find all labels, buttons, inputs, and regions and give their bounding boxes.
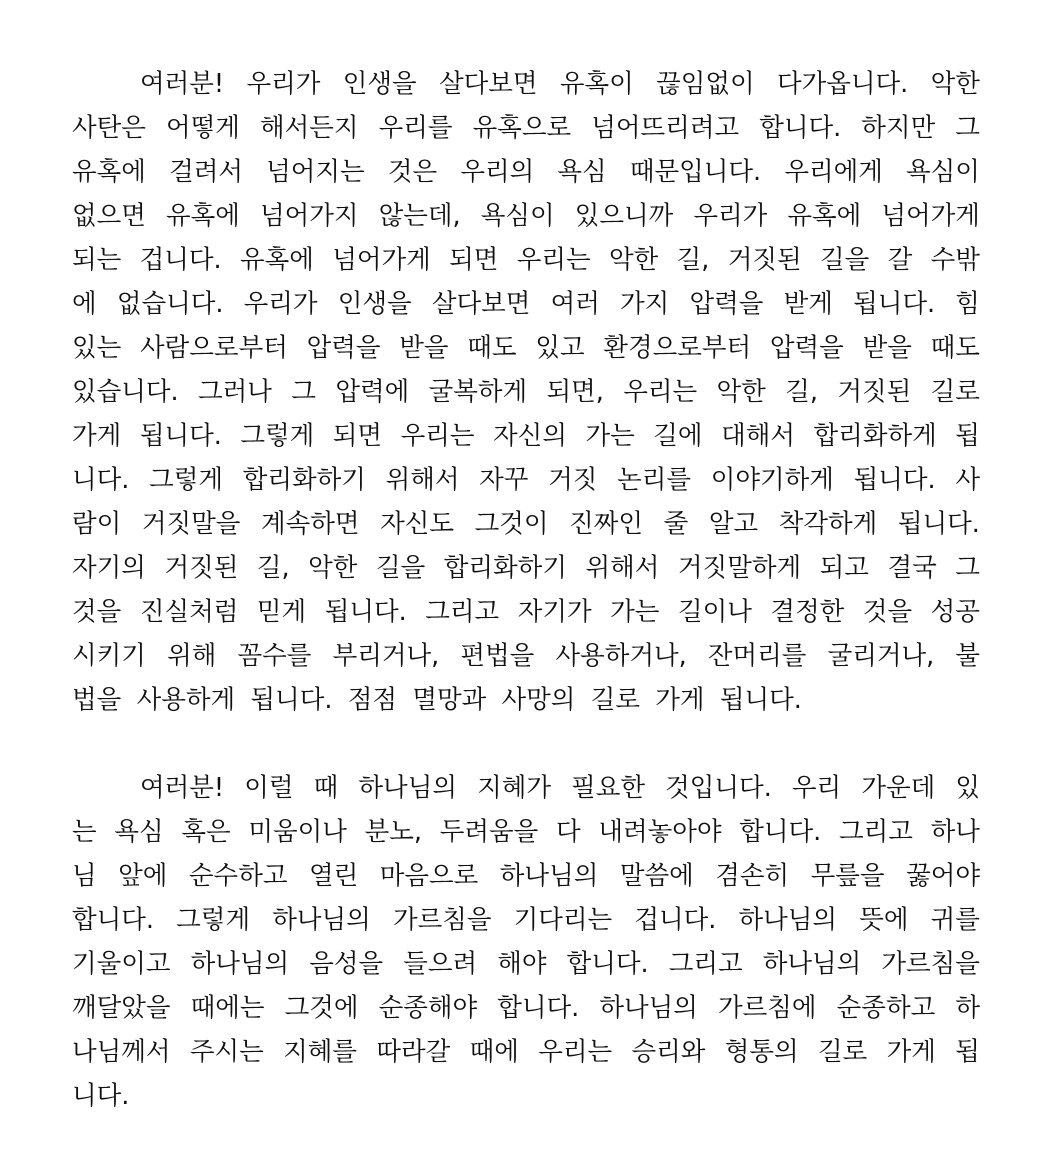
word: 진짜인	[569, 509, 644, 539]
word: 때도	[467, 333, 517, 363]
word: 가운데	[861, 773, 936, 803]
text-line	[72, 326, 980, 370]
word: 되는	[72, 245, 122, 275]
word: 받을	[862, 333, 912, 363]
word: 없습니다.	[116, 289, 224, 319]
word: 순수하고	[188, 861, 288, 891]
word: 진실처럼	[139, 597, 239, 627]
word: 받게	[783, 289, 833, 319]
word: 되면	[332, 421, 383, 451]
word: 거짓된	[164, 553, 239, 583]
word: 두려움을	[439, 817, 539, 847]
word: 되고	[819, 553, 869, 583]
word: 길을	[375, 553, 426, 583]
word: 자신의	[493, 421, 567, 451]
word: 욕심이	[480, 201, 555, 231]
word: 필요한	[571, 773, 646, 803]
word: 우리는	[623, 377, 698, 407]
word: 있고	[535, 333, 585, 363]
word: 하나님의	[358, 773, 457, 803]
word: 편법을	[460, 641, 535, 671]
word: 가게	[886, 1037, 936, 1067]
word: 다가옵니다.	[777, 69, 909, 99]
word: 성공	[930, 597, 980, 627]
word: 유혹에	[787, 201, 862, 231]
word: 가지	[620, 289, 670, 319]
word: 님	[72, 861, 97, 891]
document-body	[72, 62, 980, 1118]
text-line	[72, 62, 980, 106]
word: 됩니다.	[853, 465, 936, 495]
word: 거짓된	[837, 377, 912, 407]
word: 가르침을	[392, 905, 492, 935]
word: 그	[291, 377, 316, 407]
word: 해서든지	[260, 113, 359, 143]
word: 사용하거나,	[555, 641, 687, 671]
paragraph-2	[72, 766, 980, 1118]
word: 유혹에	[239, 245, 314, 275]
word: 우리가	[243, 289, 318, 319]
text-line	[72, 458, 980, 502]
word: 인생을	[342, 69, 417, 99]
word: 것을	[862, 597, 913, 627]
word: 합니다.	[759, 113, 842, 143]
word: 살다보면	[431, 289, 531, 319]
text-line	[72, 282, 980, 326]
word: 점점	[347, 685, 398, 715]
word: 합니다.	[739, 817, 822, 847]
word: 여러분!	[140, 69, 225, 99]
text-line	[72, 590, 980, 634]
word: 계속하면	[261, 509, 360, 539]
word: 사	[955, 465, 980, 495]
text-line	[72, 150, 980, 194]
word: 하나님의	[190, 949, 290, 979]
word: 유혹에	[166, 201, 240, 231]
word: 수밖	[930, 245, 980, 275]
word: 형통의	[724, 1037, 799, 1067]
word: 합니다.	[566, 949, 649, 979]
word: 사탄은	[72, 113, 146, 143]
word: 압력에	[335, 377, 410, 407]
word: 는	[72, 817, 97, 847]
word: 람이	[72, 509, 122, 539]
text-line	[72, 546, 980, 590]
word: 순종해야	[378, 993, 478, 1023]
text-line	[72, 678, 980, 722]
text-line	[72, 810, 980, 854]
word: 불	[955, 641, 980, 671]
word: 위해서	[385, 465, 460, 495]
word: 그것이	[474, 509, 549, 539]
word: 길,	[676, 245, 710, 275]
word: 거짓말하게	[677, 553, 802, 583]
word: 음성을	[309, 949, 384, 979]
word: 하나님의	[738, 905, 838, 935]
word: 끊임없이	[656, 69, 755, 99]
word: 내려놓아야	[598, 817, 722, 847]
word: 굴복하게	[428, 377, 528, 407]
word: 유혹에	[72, 157, 146, 187]
word: 겸손히	[715, 861, 790, 891]
word: 때도	[930, 333, 980, 363]
word: 됩니다.	[719, 685, 802, 715]
word: 대해서	[721, 421, 796, 451]
word: 자신도	[380, 509, 455, 539]
word: 잔머리를	[707, 641, 807, 671]
word: 가게	[655, 685, 705, 715]
word: 멸망과	[412, 685, 487, 715]
word: 길을	[819, 245, 870, 275]
word: 가게	[72, 421, 122, 451]
word: 유혹이	[559, 69, 634, 99]
text-line	[72, 194, 980, 238]
word: 합리화하게	[813, 421, 937, 451]
word: 따라갈	[376, 1037, 451, 1067]
text-line	[72, 986, 980, 1030]
word: 거짓	[548, 465, 598, 495]
word: 있으니까	[574, 201, 674, 231]
word: 기울이고	[72, 949, 171, 979]
text-line	[72, 1074, 980, 1118]
word: 합니다.	[72, 905, 155, 935]
word: 자기의	[72, 553, 146, 583]
word: 앞에	[118, 861, 168, 891]
word: 있는	[72, 333, 122, 363]
word: 그리고	[838, 817, 913, 847]
word: 받을	[399, 333, 449, 363]
text-line	[72, 1030, 980, 1074]
word: 그러나	[198, 377, 272, 407]
word: 우리는	[400, 421, 475, 451]
word: 됩	[955, 421, 980, 451]
word: 다	[555, 817, 581, 847]
word: 우리가	[246, 69, 321, 99]
word: 걸려서	[169, 157, 243, 187]
text-line	[72, 502, 980, 546]
word: 논리를	[617, 465, 692, 495]
word: 악한	[308, 553, 358, 583]
word: 길이나	[677, 597, 752, 627]
word: 환경으로부터	[603, 333, 752, 363]
word: 귀를	[930, 905, 980, 935]
word: 해야	[497, 949, 547, 979]
word: 그리고	[668, 949, 743, 979]
word: 열린	[308, 861, 359, 891]
word: 악한	[930, 69, 980, 99]
word: 우리는	[516, 245, 591, 275]
word: 하나님의	[272, 905, 371, 935]
word: 있	[955, 773, 980, 803]
word: 가는	[610, 597, 660, 627]
word: 이럴	[244, 773, 294, 803]
word: 깨달았을	[72, 993, 171, 1023]
text-line	[72, 634, 980, 678]
word: 에	[72, 289, 97, 319]
paragraph-1	[72, 62, 980, 722]
word: 결정한	[770, 597, 845, 627]
word: 때	[313, 773, 339, 803]
word: 그렇게	[176, 905, 251, 935]
word: 것은	[387, 157, 438, 187]
word: 됩니다.	[853, 289, 936, 319]
word: 넘어지는	[266, 157, 365, 187]
word: 들으려	[403, 949, 478, 979]
word: 주시는	[189, 1037, 264, 1067]
word: 압력을	[689, 289, 764, 319]
word: 됩니다.	[897, 509, 980, 539]
word: 자기가	[517, 597, 592, 627]
word: 줄	[663, 509, 689, 539]
text-line	[72, 238, 980, 282]
word: 되면,	[546, 377, 604, 407]
word: 것을	[72, 597, 122, 627]
word: 합니다.	[497, 993, 580, 1023]
word: 길,	[256, 553, 290, 583]
word: 분노,	[364, 817, 422, 847]
word: 가르침에	[718, 993, 817, 1023]
word: 있습니다.	[72, 377, 179, 407]
word: 거짓된	[727, 245, 802, 275]
word: 욕심	[557, 157, 607, 187]
word: 지혜를	[283, 1037, 358, 1067]
word: 거짓말을	[141, 509, 241, 539]
word: 가르침을	[881, 949, 980, 979]
paragraph-spacer	[72, 722, 980, 766]
word: 위해서	[585, 553, 660, 583]
word: 길에	[653, 421, 703, 451]
word: 시키기	[72, 641, 146, 671]
word: 그리고	[425, 597, 500, 627]
word: 때에	[469, 1037, 519, 1067]
word: 이야기하게	[710, 465, 834, 495]
word: 가는	[585, 421, 635, 451]
word: 혹은	[181, 817, 231, 847]
word: 그	[955, 113, 980, 143]
word: 없으면	[72, 201, 146, 231]
word: 자꾸	[479, 465, 529, 495]
word: 그렇게	[149, 465, 223, 495]
word: 인생을	[337, 289, 412, 319]
text-line	[72, 898, 980, 942]
word: 사망의	[501, 685, 576, 715]
word: 때에는	[190, 993, 265, 1023]
word: 그렇게	[240, 421, 315, 451]
word: 우리가	[693, 201, 768, 231]
word: 됩니다.	[250, 685, 333, 715]
word: 사용하게	[136, 685, 236, 715]
word: 니다.	[72, 465, 130, 495]
word: 길,	[785, 377, 818, 407]
word: 악한	[609, 245, 659, 275]
text-line	[72, 766, 980, 810]
text-line	[72, 106, 980, 150]
word: 우리에게	[784, 157, 883, 187]
word: 겁니다.	[634, 905, 717, 935]
word: 합리화하기	[242, 465, 366, 495]
word: 위해	[167, 641, 217, 671]
word: 여러	[550, 289, 600, 319]
word: 때문입니다.	[629, 157, 762, 187]
word: 욕심	[114, 817, 164, 847]
word: 되면	[449, 245, 499, 275]
word: 우리	[791, 773, 842, 803]
word: 됩	[955, 1037, 980, 1067]
word: 힘	[955, 289, 980, 319]
word: 우리는	[538, 1037, 613, 1067]
text-line	[72, 942, 980, 986]
word: 알고	[708, 509, 759, 539]
word: 부리거나,	[332, 641, 440, 671]
word: 하	[955, 993, 980, 1023]
word: 됩니다.	[324, 597, 407, 627]
word: 결국	[887, 553, 937, 583]
word: 넘어가게	[881, 201, 980, 231]
word: 것입니다.	[665, 773, 772, 803]
word: 압력을	[769, 333, 844, 363]
word: 뜻에	[859, 905, 909, 935]
word: 사람으로부터	[140, 333, 288, 363]
word: 유혹으로	[472, 113, 572, 143]
word: 법을	[72, 685, 122, 715]
word: 니다.	[72, 1081, 130, 1111]
word: 꼼수를	[237, 641, 312, 671]
word: 하나님의	[762, 949, 862, 979]
word: 지혜가	[477, 773, 551, 803]
word: 넘어가지	[260, 201, 359, 231]
word: 나님께서	[72, 1037, 171, 1067]
word: 살다보면	[438, 69, 538, 99]
word: 기다리는	[513, 905, 613, 935]
word: 겁니다.	[139, 245, 222, 275]
word: 길로	[590, 685, 640, 715]
text-line	[72, 854, 980, 898]
word: 꿇어야	[906, 861, 980, 891]
word: 어떻게	[166, 113, 240, 143]
word: 순종하고	[836, 993, 936, 1023]
word: 길로	[930, 377, 980, 407]
text-line	[72, 370, 980, 414]
word: 욕심이	[906, 157, 980, 187]
word: 하나	[930, 817, 980, 847]
word: 승리와	[631, 1037, 706, 1067]
word: 않는데,	[378, 201, 461, 231]
word: 갈	[887, 245, 913, 275]
word: 하지만	[861, 113, 936, 143]
word: 착각하게	[778, 509, 878, 539]
word: 길로	[818, 1037, 868, 1067]
word: 말씀에	[619, 861, 694, 891]
word: 됩니다.	[139, 421, 222, 451]
word: 넘어뜨리려고	[591, 113, 740, 143]
word: 우리의	[460, 157, 535, 187]
word: 굴리거나,	[827, 641, 935, 671]
word: 미움이나	[248, 817, 347, 847]
word: 그것에	[284, 993, 359, 1023]
word: 믿게	[256, 597, 307, 627]
word: 그	[955, 553, 980, 583]
word: 마음으로	[379, 861, 479, 891]
word: 넘어가게	[332, 245, 431, 275]
text-line	[72, 414, 980, 458]
word: 악한	[716, 377, 766, 407]
word: 합리화하기	[443, 553, 567, 583]
word: 하나님의	[599, 993, 698, 1023]
word: 우리를	[378, 113, 453, 143]
word: 여러분!	[140, 773, 225, 803]
word: 압력을	[306, 333, 381, 363]
word: 무릎을	[810, 861, 885, 891]
word: 하나님의	[499, 861, 599, 891]
